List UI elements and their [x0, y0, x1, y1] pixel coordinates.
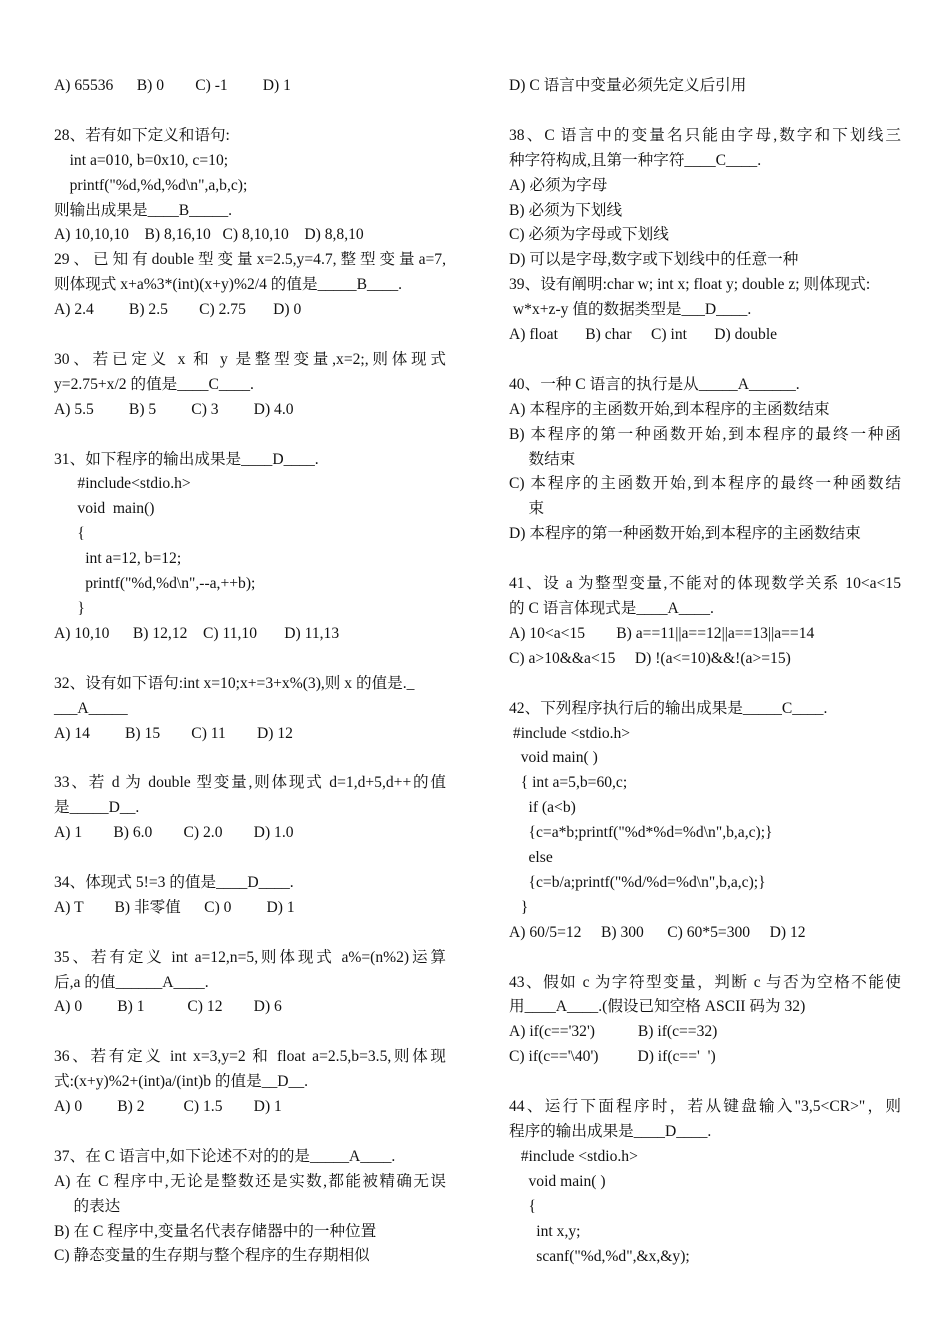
text-line: A) 本程序的主函数开始,到本程序的主函数结束: [509, 400, 830, 418]
text-line: A) 在 C 程序中,无论是整数还是实数,都能被精确无误: [54, 1172, 446, 1190]
blank-line: [509, 547, 901, 572]
text-line: #include <stdio.h>: [509, 1147, 638, 1165]
text-line: A) 10,10,10 B) 8,16,10 C) 8,10,10 D) 8,8,10: [54, 226, 364, 244]
text-line: 35、若有定义 int a=12,n=5,则体现式 a%=(n%2)运算: [54, 948, 446, 966]
text-line: 32、设有如下语句:int x=10;x+=3+x%(3),则 x 的值是._: [54, 674, 415, 692]
text-line: 33、若 d 为 double 型变量,则体现式 d=1,d+5,d++的值: [54, 774, 446, 792]
text-line: scanf("%d,%d",&x,&y);: [509, 1247, 690, 1265]
blank-line: [54, 1120, 446, 1145]
text-line: 则体现式 x+a%3*(int)(x+y)%2/4 的值是_____B____.: [54, 276, 403, 294]
text-line: A) 必须为字母: [509, 176, 608, 194]
text-line: }: [509, 898, 529, 916]
text-line: printf("%d,%d,%d\n",a,b,c);: [54, 176, 248, 194]
text-line: A) 10,10 B) 12,12 C) 11,10 D) 11,13: [54, 624, 340, 642]
text-line: {c=b/a;printf("%d/%d=%d\n",b,a,c);}: [509, 873, 766, 891]
text-line: 37、在 C 语言中,如下论述不对的的是_____A____.: [54, 1147, 396, 1165]
text-line: D) 可以是字母,数字或下划线中的任意一种: [509, 251, 799, 269]
text-line: 43、假如 c 为字符型变量，判断 c 与否为空格不能使: [509, 973, 901, 991]
blank-line: [54, 1020, 446, 1045]
text-line: A) 65536 B) 0 C) -1 D) 1: [54, 77, 291, 94]
text-line: 42、下列程序执行后的输出成果是_____C____.: [509, 699, 828, 717]
text-line: 的 C 语言体现式是____A____.: [509, 599, 714, 617]
blank-line: [509, 672, 901, 697]
blank-line: [54, 423, 446, 448]
text-line: void main( ): [509, 1172, 606, 1190]
blank-line: [54, 323, 446, 348]
text-line: }: [54, 599, 85, 617]
text-line: printf("%d,%d\n",--a,++b);: [54, 575, 256, 593]
text-line: {: [54, 525, 85, 543]
text-line: D) 本程序的第一种函数开始,到本程序的主函数结束: [509, 525, 861, 543]
text-line: 41、设 a 为整型变量,不能对的体现数学关系 10<a<15: [509, 575, 901, 593]
text-line: 28、若有如下定义和语句:: [54, 126, 230, 144]
text-line: 34、体现式 5!=3 的值是____D____.: [54, 873, 294, 891]
text-line: A) 0 B) 2 C) 1.5 D) 1: [54, 1098, 282, 1116]
text-line: 式:(x+y)%2+(int)a/(int)b 的值是__D__.: [54, 1073, 309, 1091]
text-line: 30、若已定义 x 和 y 是整型变量,x=2;,则体现式: [54, 350, 446, 368]
text-line: { int a=5,b=60,c;: [509, 774, 628, 792]
blank-line: [54, 921, 446, 946]
text-line: int a=010, b=0x10, c=10;: [54, 151, 229, 169]
blank-line: [509, 1070, 901, 1095]
text-line: A) if(c=='32') B) if(c==32): [509, 1023, 718, 1041]
text-line: y=2.75+x/2 的值是____C____.: [54, 375, 254, 393]
blank-line: [509, 99, 901, 124]
text-line: void main( ): [509, 749, 598, 767]
text-line: A) 5.5 B) 5 C) 3 D) 4.0: [54, 400, 294, 418]
text-line: A) 0 B) 1 C) 12 D) 6: [54, 998, 282, 1016]
text-line: A) 60/5=12 B) 300 C) 60*5=300 D) 12: [509, 923, 806, 941]
text-line: w*x+z-y 值的数据类型是___D____.: [509, 301, 752, 319]
text-line: C) if(c=='\40') D) if(c==' '): [509, 1048, 716, 1066]
text-line: C) 静态变量的生存期与整个程序的生存期相似: [54, 1247, 370, 1265]
text-line: #include<stdio.h>: [54, 475, 191, 493]
text-line: 40、一种 C 语言的执行是从_____A______.: [509, 375, 800, 393]
text-line: 数结束: [509, 450, 576, 468]
blank-line: [54, 746, 446, 771]
text-line: D) C 语言中变量必须先定义后引用: [509, 77, 747, 94]
text-line: void main(): [54, 500, 155, 518]
text-line: 束: [509, 500, 545, 518]
text-line: 31、如下程序的输出成果是____D____.: [54, 450, 319, 468]
text-line: 39、设有阐明:char w; int x; float y; double z; 则体现式:: [509, 276, 871, 294]
right-column: [509, 74, 901, 1269]
text-line: A) 1 B) 6.0 C) 2.0 D) 1.0: [54, 824, 294, 842]
text-line: if (a<b): [509, 799, 576, 817]
text-line: 则输出成果是____B_____.: [54, 201, 233, 219]
blank-line: [509, 946, 901, 971]
text-line: A) T B) 非零值 C) 0 D) 1: [54, 898, 295, 916]
text-line: A) 2.4 B) 2.5 C) 2.75 D) 0: [54, 301, 302, 319]
text-line: 44、运行下面程序时，若从键盘输入"3,5<CR>"，则: [509, 1098, 901, 1116]
blank-line: [54, 647, 446, 672]
text-line: 程序的输出成果是____D____.: [509, 1122, 712, 1140]
text-line: C) 本程序的主函数开始,到本程序的最终一种函数结: [509, 475, 901, 493]
text-line: 36、若有定义 int x=3,y=2 和 float a=2.5,b=3.5,则体现: [54, 1048, 446, 1066]
text-line: #include <stdio.h>: [509, 724, 631, 742]
text-line: C) 必须为字母或下划线: [509, 226, 669, 244]
text-line: 29、已知有double型变量x=2.5,y=4.7,整型变量a=7,: [54, 251, 446, 269]
left-column: [54, 74, 446, 1269]
text-line: B) 本程序的第一种函数开始,到本程序的最终一种函: [509, 425, 901, 443]
text-line: A) float B) char C) int D) double: [509, 326, 778, 344]
text-line: else: [509, 849, 553, 867]
text-line: A) 10<a<15 B) a==11||a==12||a==13||a==14: [509, 624, 815, 642]
text-line: int x,y;: [509, 1222, 581, 1240]
blank-line: [54, 99, 446, 124]
text-line: A) 14 B) 15 C) 11 D) 12: [54, 724, 293, 742]
text-line: int a=12, b=12;: [54, 550, 182, 568]
text-line: 是_____D__.: [54, 799, 140, 817]
text-line: B) 必须为下划线: [509, 201, 623, 219]
text-line: B) 在 C 程序中,变量名代表存储器中的一种位置: [54, 1222, 377, 1240]
text-line: {: [509, 1197, 536, 1215]
text-line: 种字符构成,且第一种字符____C____.: [509, 151, 762, 169]
text-line: 38、C 语言中的变量名只能由字母,数字和下划线三: [509, 126, 901, 144]
blank-line: [509, 348, 901, 373]
text-line: 的表达: [54, 1197, 121, 1215]
text-line: {c=a*b;printf("%d*%d=%d\n",b,a,c);}: [509, 824, 773, 842]
text-line: 用____A____.(假设已知空格 ASCII 码为 32): [509, 998, 806, 1016]
text-line: C) a>10&&a<15 D) !(a<=10)&&!(a>=15): [509, 649, 791, 667]
text-line: ___A_____: [54, 699, 128, 717]
text-line: 后,a 的值______A____.: [54, 973, 209, 991]
blank-line: [54, 846, 446, 871]
